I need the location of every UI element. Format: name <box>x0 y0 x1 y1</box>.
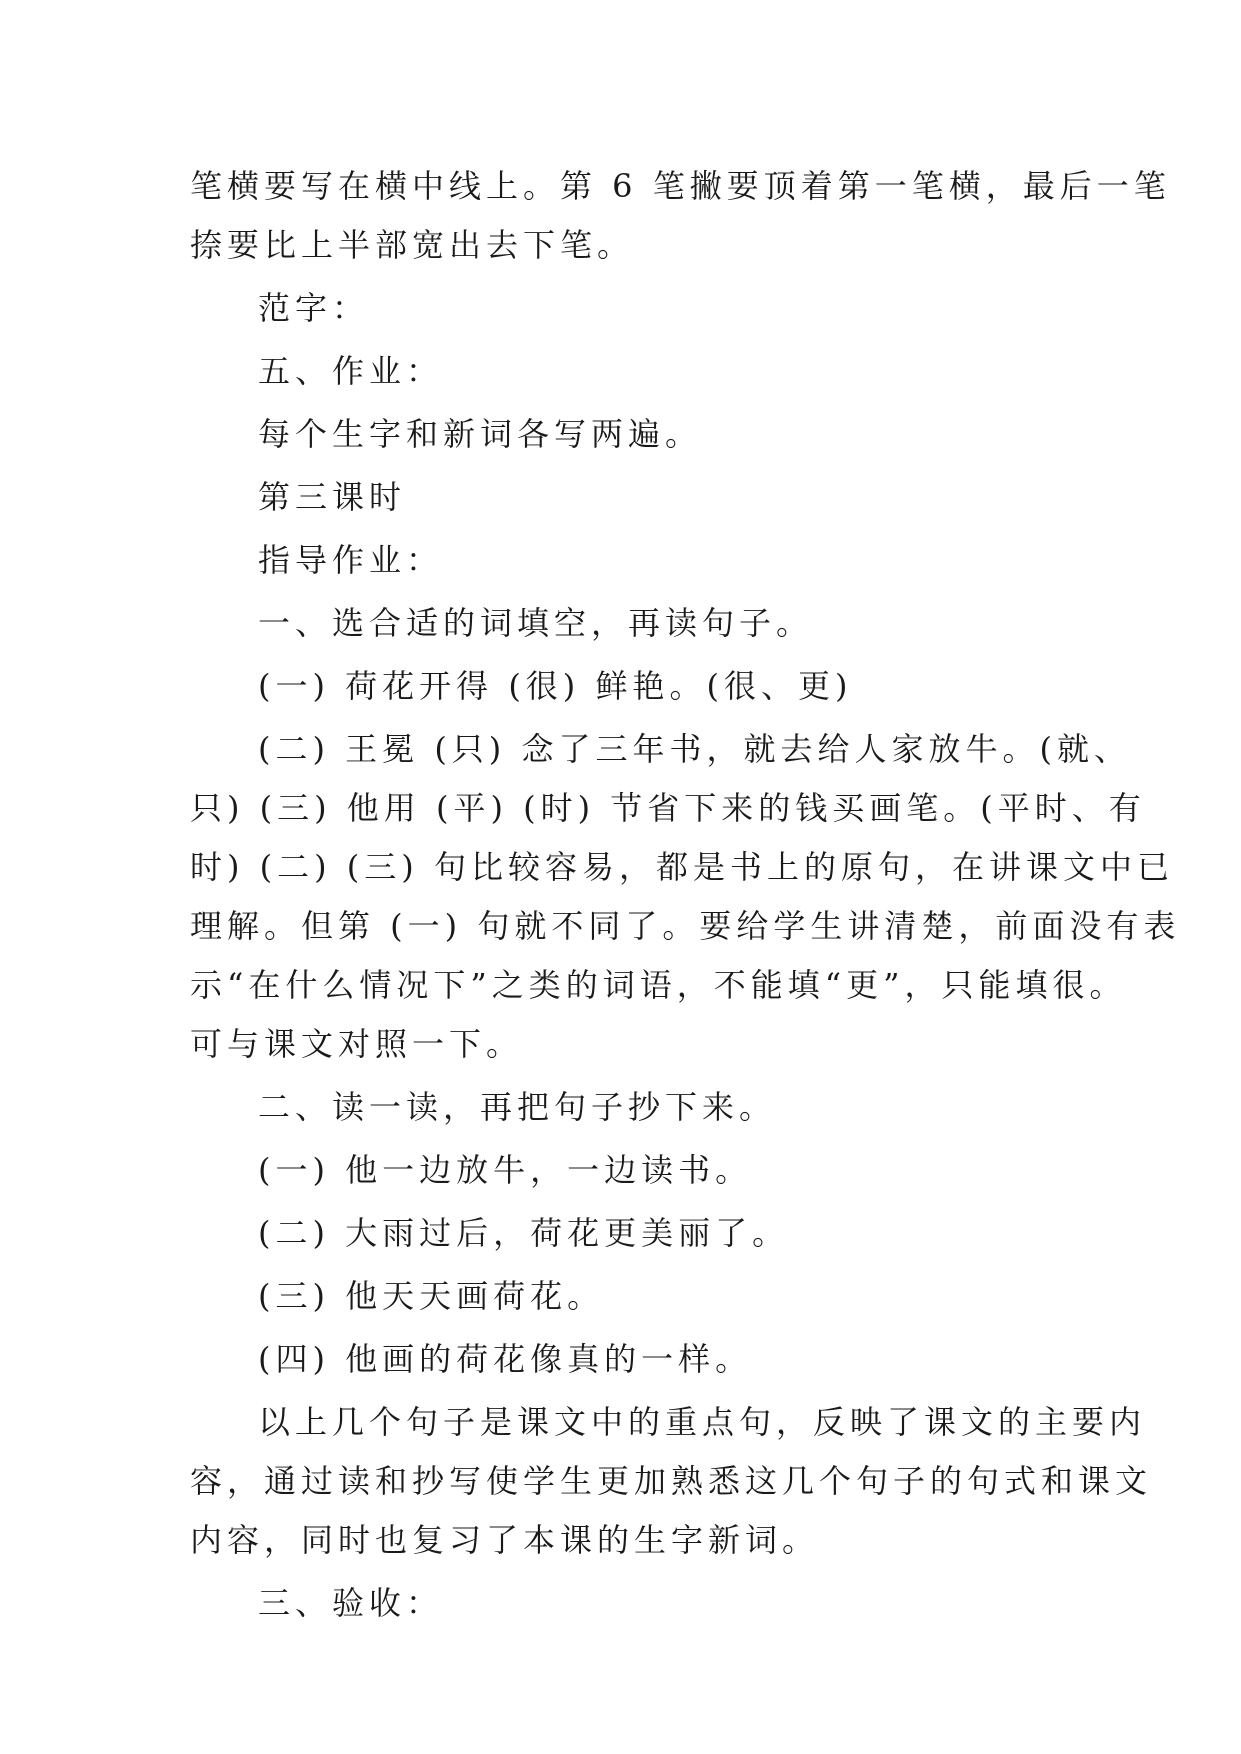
text-line: 容，通过读和抄写使学生更加熟悉这几个句子的句式和课文 <box>190 1462 1153 1500</box>
text-line: 捺要比上半部宽出去下笔。 <box>190 226 635 264</box>
text-line: 以上几个句子是课文中的重点句，反映了课文的主要内 <box>258 1403 1147 1441</box>
exercise-item: (四) 他画的荷花像真的一样。 <box>258 1340 753 1378</box>
text-line: 范字： <box>258 289 370 327</box>
section-heading: 三、验收： <box>258 1584 444 1622</box>
document-body <box>190 157 1181 1633</box>
lesson-heading: 第三课时 <box>258 478 407 516</box>
exercise-item: (二) 王冕 (只) 念了三年书，就去给人家放牛。(就、 <box>258 730 1131 768</box>
section-heading: 指导作业： <box>258 541 444 579</box>
text-line: 笔横要写在横中线上。第 6 笔撇要顶着第一笔横，最后一笔 <box>190 167 1171 205</box>
text-line: 时) (二) (三) 句比较容易，都是书上的原句，在讲课文中已 <box>190 848 1174 886</box>
text-line: 理解。但第 (一) 句就不同了。要给学生讲清楚，前面没有表 <box>190 907 1181 945</box>
section-heading: 五、作业： <box>258 352 444 390</box>
text-line: 每个生字和新词各写两遍。 <box>258 415 703 453</box>
exercise-item: (一) 他一边放牛，一边读书。 <box>258 1151 753 1189</box>
exercise-item: (三) 他天天画荷花。 <box>258 1277 605 1315</box>
exercise-item: (二) 大雨过后，荷花更美丽了。 <box>258 1214 790 1252</box>
section-heading: 二、读一读，再把句子抄下来。 <box>258 1088 777 1126</box>
section-heading: 一、选合适的词填空，再读句子。 <box>258 604 814 642</box>
text-line: 可与课文对照一下。 <box>190 1025 524 1063</box>
text-line: 示“在什么情况下”之类的词语，不能填“更”，只能填很。 <box>190 966 1127 1004</box>
text-line: 只) (三) 他用 (平) (时) 节省下来的钱买画笔。(平时、有 <box>190 789 1146 827</box>
exercise-item: (一) 荷花开得 (很) 鲜艳。(很、更) <box>258 667 853 705</box>
text-line: 内容，同时也复习了本课的生字新词。 <box>190 1521 820 1559</box>
